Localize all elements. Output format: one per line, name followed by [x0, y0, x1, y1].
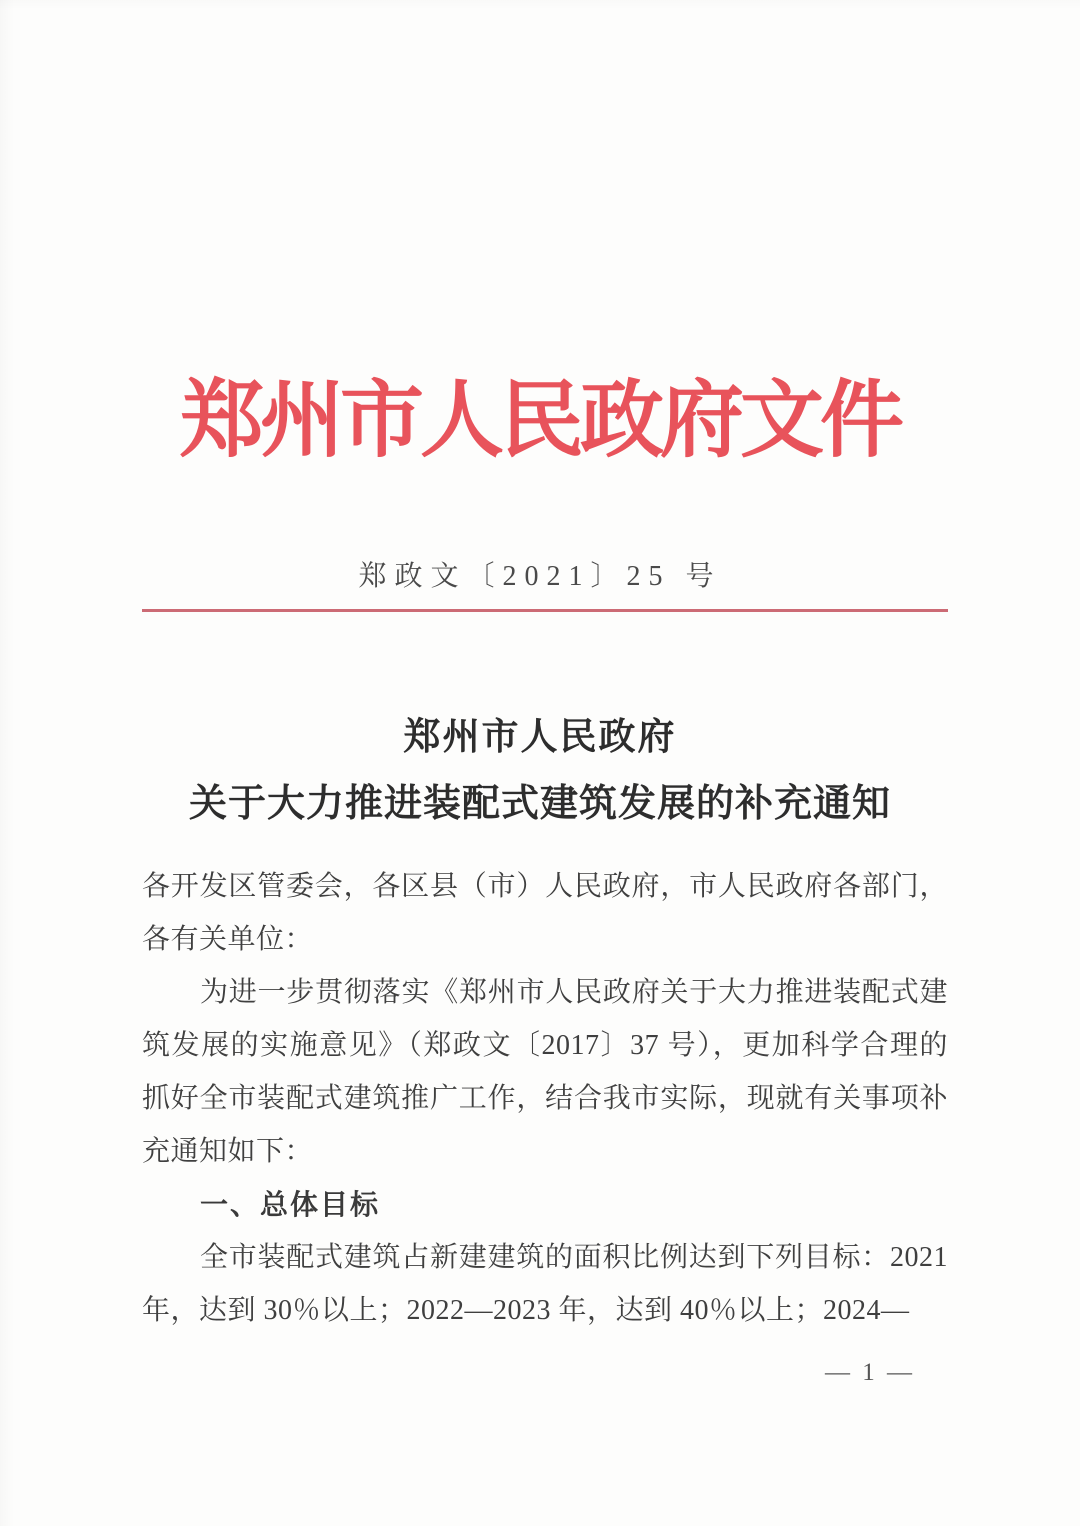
document-title [0, 705, 1080, 837]
document-number: 郑政文〔2021〕25 号 [358, 561, 722, 592]
document-title-line2: 关于大力推进装配式建筑发展的补充通知 [188, 783, 891, 825]
masthead-title: 郑州市人民政府文件 [179, 375, 900, 468]
salutation: 各开发区管委会，各区县（市）人民政府，市人民政府各部门，各有关单位： [142, 871, 948, 955]
red-divider-line [142, 609, 948, 612]
section-heading-overall-goals: 一、总体目标 [200, 1189, 381, 1220]
page-number: — 1 — [825, 1359, 915, 1386]
targets-paragraph: 全市装配式建筑占新建建筑的面积比例达到下列目标：2021 年，达到 30％以上；2022—2023 年，达到 40％以上；2024— [142, 1242, 948, 1326]
intro-paragraph: 为进一步贯彻落实《郑州市人民政府关于大力推进装配式建筑发展的实施意见》（郑政文〔2017〕37 号），更加科学合理的抓好全市装配式建筑推广工作，结合我市实际，现就有关事项补充通知如下： [142, 977, 948, 1167]
document-body [142, 860, 948, 1337]
document-title-line1: 郑州市人民政府 [403, 717, 677, 758]
